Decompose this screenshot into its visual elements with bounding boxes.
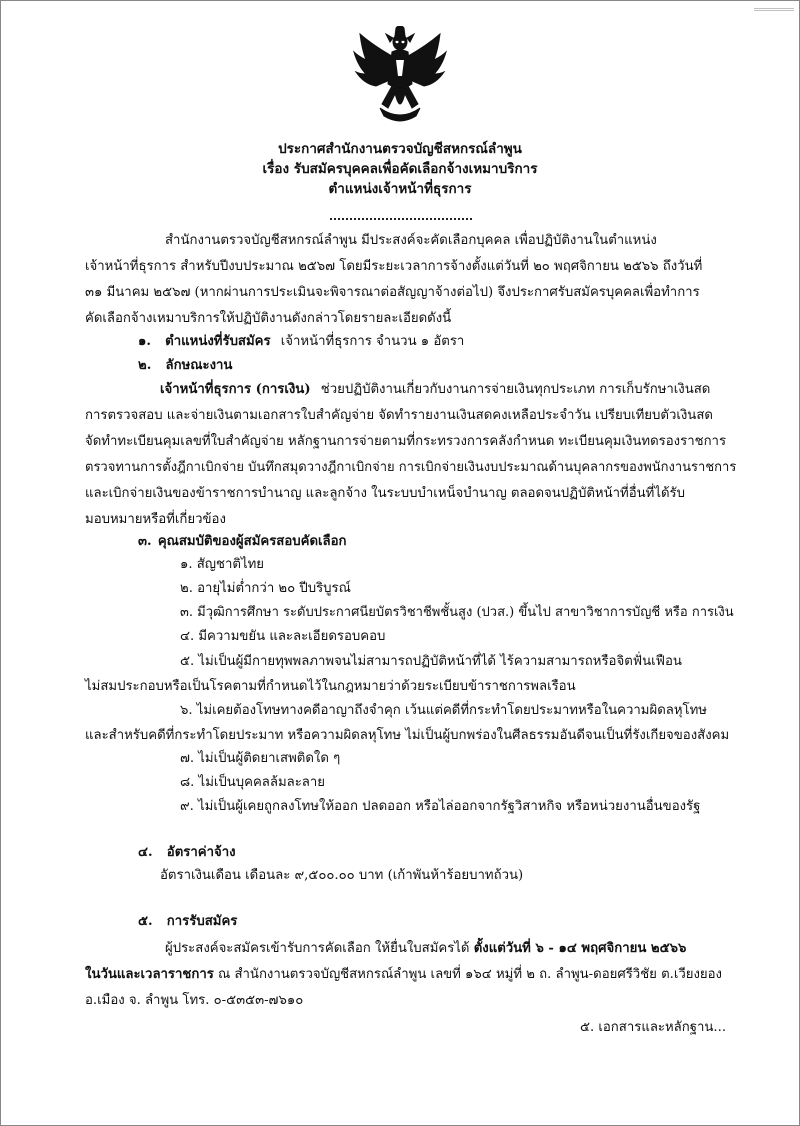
application-intro: ผู้ประสงค์จะสมัครเข้ารับการคัดเลือก ให้ยื่นใบสมัครได้ (165, 941, 474, 956)
section-5-label: การรับสมัคร (166, 914, 238, 929)
header-divider (330, 218, 472, 220)
job-desc-start: ช่วยปฏิบัติงานเกี่ยวกับงานการจ่ายเงินทุกประเภท การเก็บรักษาเงินสด (320, 382, 711, 397)
job-title-lead: เจ้าหน้าที่ธุรการ (การเงิน) (160, 382, 311, 397)
qualification-2: ๒. อายุไม่ต่ำกว่า ๒๐ ปีบริบูรณ์ (180, 581, 351, 596)
intro-line-2: เจ้าหน้าที่ธุรการ สำหรับปีงบประมาณ ๒๕๖๗ โดยมีระยะเวลาการจ้างตั้งแต่วันที่ ๒๐ พฤศจิกายน ๒๕๖๖ ถึงวันที่ (85, 259, 703, 274)
application-address: ณ สำนักงานตรวจบัญชีสหกรณ์ลำพูน เลขที่ ๑๖๔ หมู่ที่ ๒ ถ. ลำพูน-ดอยศรีวิชัย ต.เวียงยอง (213, 967, 722, 982)
section-2-line-1 (160, 382, 710, 398)
section-3-label: คุณสมบัติของผู้สมัครสอบคัดเลือก (157, 534, 347, 549)
scan-edge-mark (754, 8, 794, 25)
section-5-number: ๕. (138, 914, 153, 929)
garuda-emblem-icon (352, 26, 448, 130)
salary-rate: อัตราเงินเดือน เดือนละ ๙,๕๐๐.๐๐ บาท (เก้าพันห้าร้อยบาทถ้วน) (160, 868, 524, 883)
section-3-number: ๓. (138, 534, 152, 549)
announcement-subject: เรื่อง รับสมัครบุคคลเพื่อคัดเลือกจ้างเหมาบริการ (262, 161, 538, 177)
continuation-note: ๕. เอกสารและหลักฐาน... (580, 1020, 727, 1035)
qualification-5-cont: ไม่สมประกอบหรือเป็นโรคตามที่กำหนดไว้ในกฎหมายว่าด้วยระเบียบข้าราชการพลเรือน (85, 679, 576, 694)
announcement-title: ประกาศสำนักงานตรวจบัญชีสหกรณ์ลำพูน (278, 141, 522, 157)
application-hours: ในวันและเวลาราชการ (85, 967, 214, 982)
section-2-line-6: มอบหมายหรือที่เกี่ยวข้อง (85, 512, 226, 527)
section-1-number: ๑. (138, 334, 151, 349)
intro-line-1: สำนักงานตรวจบัญชีสหกรณ์ลำพูน มีประสงค์จะคัดเลือกบุคคล เพื่อปฏิบัติงานในตำแหน่ง (165, 233, 657, 248)
qualification-5: ๕. ไม่เป็นผู้มีกายทุพพลภาพจนไม่สามารถปฏิบัติหน้าที่ได้ ไร้ความสามารถหรือจิตฟั่นเฟือน (180, 654, 682, 669)
section-5-heading (138, 914, 237, 930)
qualification-4: ๔. มีความขยัน และละเอียดรอบคอบ (180, 629, 386, 644)
section-3-heading (138, 534, 347, 550)
qualification-6-cont: และสำหรับคดีที่กระทำโดยประมาท หรือความผิดลหุโทษ ไม่เป็นผู้บกพร่องในศีลธรรมอันดีจนเป็นที่รังเกียจของสังคม (85, 728, 730, 743)
application-dates: ตั้งแต่วันที่ ๖ - ๑๔ พฤศจิกายน ๒๕๖๖ (473, 941, 687, 956)
section-2-number: ๒. (138, 358, 152, 373)
application-line-3: อ.เมือง จ. ลำพูน โทร. ๐-๕๓๕๓-๗๖๑๐ (85, 993, 304, 1008)
section-2-line-4: ตรวจทานการตั้งฎีกาเบิกจ่าย บันทึกสมุดวางฎีกาเบิกจ่าย การเบิกจ่ายเงินงบประมาณด้านบุคลากรของพนักงานราชการ (85, 460, 737, 475)
intro-line-4: คัดเลือกจ้างเหมาบริการให้ปฏิบัติงานดังกล่าวโดยรายละเอียดดังนี้ (85, 311, 452, 326)
intro-line-3: ๓๑ มีนาคม ๒๕๖๗ (หากผ่านการประเมินจะพิจารณาต่อสัญญาจ้างต่อไป) จึงประกาศรับสมัครบุคคลเพื่อทำการ (85, 285, 700, 300)
section-2-line-2: การตรวจสอบ และจ่ายเงินตามเอกสารใบสำคัญจ่าย จัดทำรายงานเงินสดคงเหลือประจำวัน เปรียบเทียบตัวเงินสด (85, 408, 713, 423)
section-1-text: เจ้าหน้าที่ธุรการ จำนวน ๑ อัตรา (280, 334, 465, 349)
application-line-2 (85, 967, 722, 983)
section-2-line-3: จัดทำทะเบียนคุมเลขที่ใบสำคัญจ่าย หลักฐานการจ่ายตามที่กระทรวงการคลังกำหนด ทะเบียนคุมเงินทดรองราชการ (85, 434, 727, 449)
qualification-1: ๑. สัญชาติไทย (180, 557, 265, 572)
section-2-label: ลักษณะงาน (165, 358, 233, 373)
qualification-6: ๖. ไม่เคยต้องโทษทางคดีอาญาถึงจำคุก เว้นแต่คดีที่กระทำโดยประมาทหรือในความผิดลหุโทษ (180, 703, 708, 718)
qualification-8: ๘. ไม่เป็นบุคคลล้มละลาย (180, 775, 326, 790)
section-2-heading (138, 358, 232, 374)
position-title: ตำแหน่งเจ้าหน้าที่ธุรการ (328, 181, 472, 197)
application-line-1 (165, 941, 686, 957)
qualification-7: ๗. ไม่เป็นผู้ติดยาเสพติดใด ๆ (180, 751, 341, 766)
section-1 (138, 334, 464, 350)
section-2-line-5: และเบิกจ่ายเงินของข้าราชการบำนาญ และลูกจ้าง ในระบบบำเหน็จบำนาญ ตลอดจนปฏิบัติหน้าที่อื่นที่ได้รับ (85, 486, 685, 501)
section-1-label: ตำแหน่งที่รับสมัคร (165, 334, 271, 349)
qualification-3: ๓. มีวุฒิการศึกษา ระดับประกาศนียบัตรวิชาชีพชั้นสูง (ปวส.) ขึ้นไป สาขาวิชาการบัญชี หรือ การเงิน (180, 605, 734, 620)
section-4-label: อัตราค่าจ้าง (166, 845, 236, 860)
section-4-number: ๔. (138, 845, 153, 860)
section-4-heading (138, 845, 236, 861)
qualification-9: ๙. ไม่เป็นผู้เคยถูกลงโทษให้ออก ปลดออก หรือไล่ออกจากรัฐวิสาหกิจ หรือหน่วยงานอื่นของรัฐ (180, 799, 701, 814)
